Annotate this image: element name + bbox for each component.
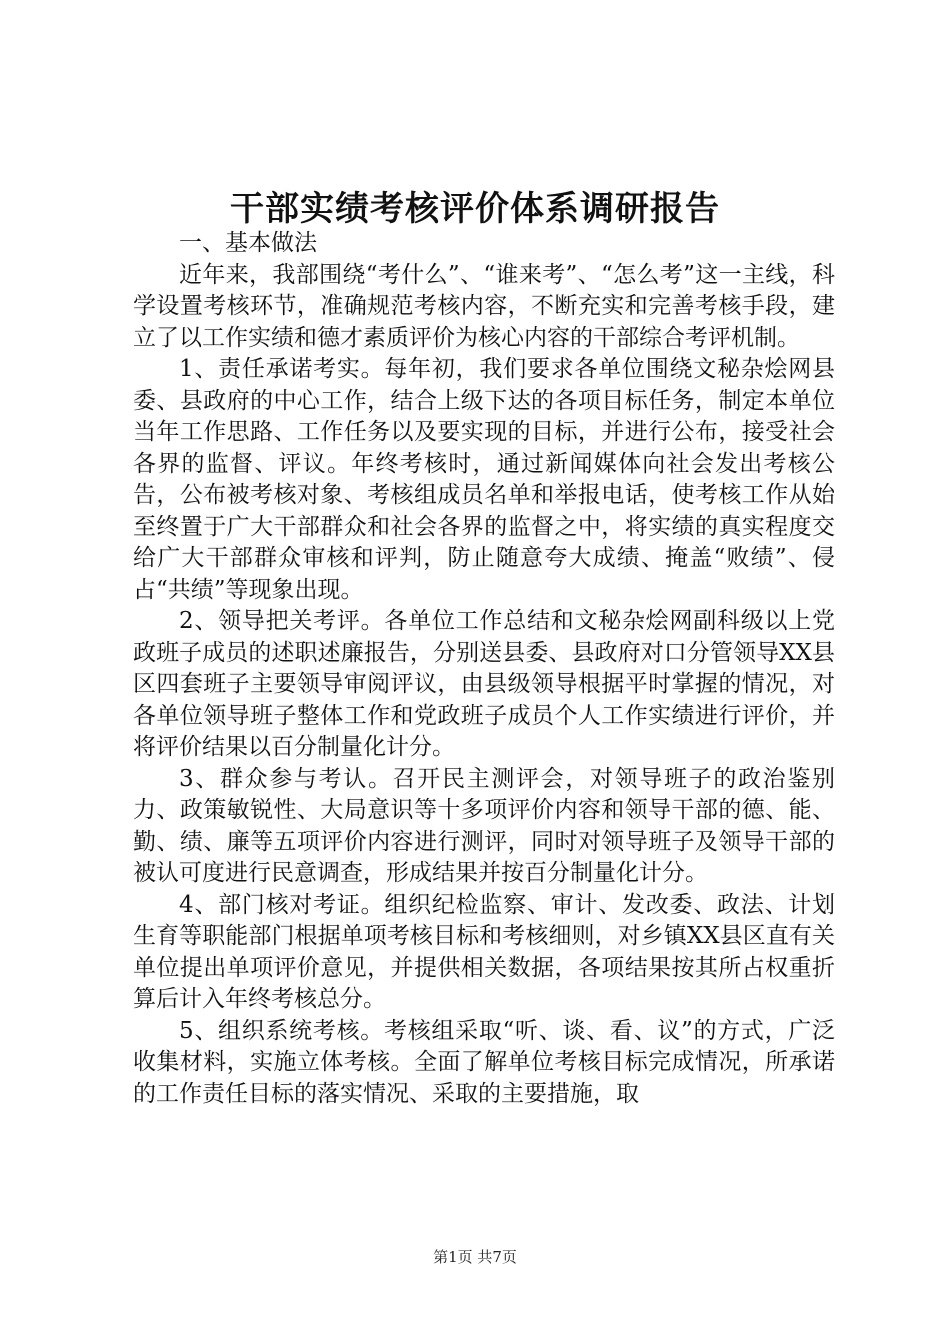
page-number-footer: 第1页 共7页 [433,1248,517,1266]
paragraph-item-3: 3、群众参与考认。召开民主测评会，对领导班子的政治鉴别力、政策敏锐性、大局意识等十多项评价内容和领导干部的德、能、勤、绩、廉等五项评价内容进行测评，同时对领导班子及领导干部的被认可度进行民意调查，形成结果并按百分制量化计分。 [133,765,835,886]
section-heading: 一、基本做法 [179,230,317,256]
paragraph-item-1: 1、责任承诺考实。每年初，我们要求各单位围绕文秘杂烩网县委、县政府的中心工作，结合上级下达的各项目标任务，制定本单位当年工作思路、工作任务以及要实现的目标，并进行公布，接受社会各界的监督、评议。年终考核时，通过新闻媒体向社会发出考核公告，公布被考核对象、考核组成员名单和举报电话，使考核工作从始至终置于广大干部群众和社会各界的监督之中，将实绩的真实程度交给广大干部群众审核和评判，防止随意夸大成绩、掩盖“败绩”、侵占“共绩”等现象出现。 [133,356,835,603]
paragraph-item-2: 2、领导把关考评。各单位工作总结和文秘杂烩网副科级以上党政班子成员的述职述廉报告，分别送县委、县政府对口分管领导XX县区四套班子主要领导审阅评议，由县级领导根据平时掌握的情况，对各单位领导班子整体工作和党政班子成员个人工作实绩进行评价，并将评价结果以百分制量化计分。 [133,608,835,760]
paragraph-intro: 近年来，我部围绕“考什么”、“谁来考”、“怎么考”这一主线，科学设置考核环节，准确规范考核内容，不断充实和完善考核手段，建立了以工作实绩和德才素质评价为核心内容的干部综合考评机制。 [133,261,835,351]
paragraph-item-5: 5、组织系统考核。考核组采取“听、谈、看、议”的方式，广泛收集材料，实施立体考核。全面了解单位考核目标完成情况，所承诺的工作责任目标的落实情况、采取的主要措施，取 [133,1017,835,1107]
document-title: 干部实绩考核评价体系调研报告 [230,189,720,229]
paragraph-item-4: 4、部门核对考证。组织纪检监察、审计、发改委、政法、计划生育等职能部门根据单项考核目标和考核细则，对乡镇XX县区直有关单位提出单项评价意见，并提供相关数据，各项结果按其所占权重折算后计入年终考核总分。 [133,891,835,1012]
document-body [133,228,835,1110]
